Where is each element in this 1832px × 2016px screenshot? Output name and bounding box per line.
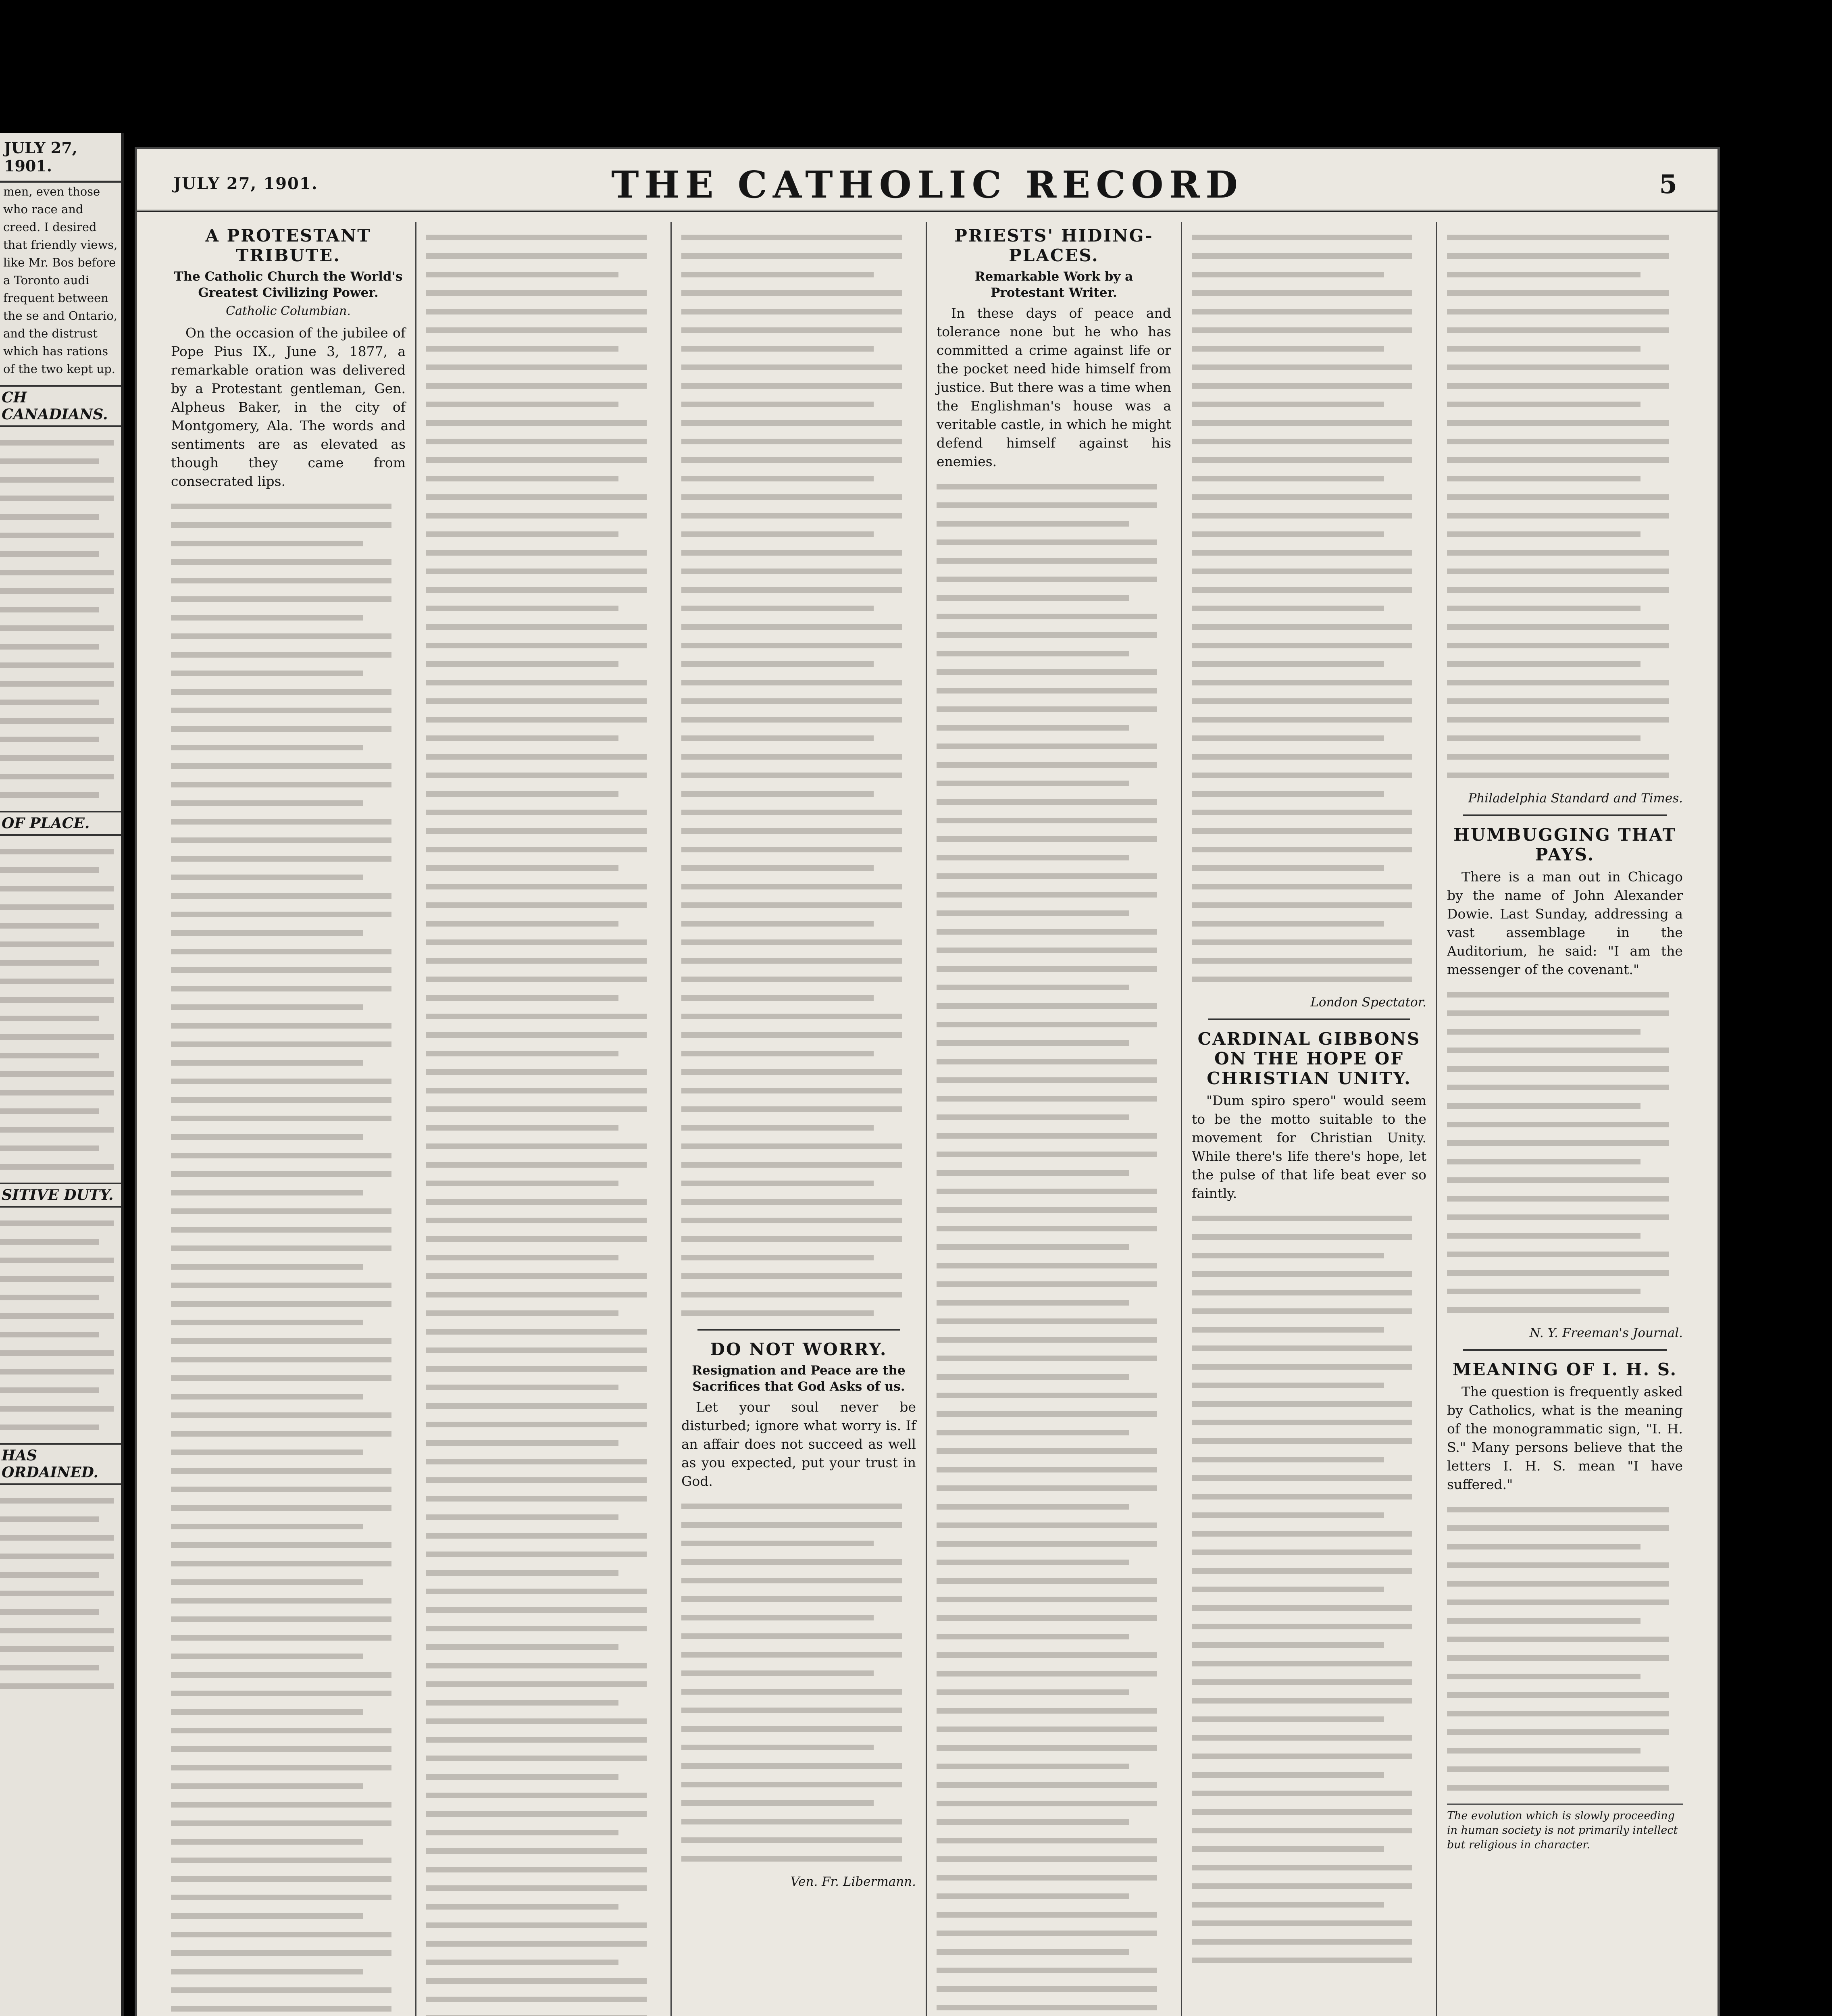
article-headline: A PROTESTANT TRIBUTE. (205, 226, 371, 265)
article-text-lines (1192, 235, 1426, 982)
left-page-text: men, even those who race and creed. I desired that friendly views, like Mr. Bos before a Toronto audi frequent between the se and Ontario, and the distrust which has rations of the two kept up. (3, 185, 118, 376)
article-text-lines (1447, 235, 1683, 778)
article-text-lines (426, 235, 661, 2016)
left-heading: SITIVE DUTY. (0, 1183, 121, 1208)
article-body: The question is frequently asked by Catholics, what is the meaning of the monogrammatic sign, "I. H. S." Many persons believe that the letters I. H. S. mean "I have suffered." (1447, 1384, 1683, 1492)
left-heading: CH CANADIANS. (0, 385, 121, 427)
article-body: Let your soul never be disturbed; ignore what worry is. If an affair does not succeed as well as you expected, put your trust in God. (681, 1399, 916, 1489)
article-divider (697, 1329, 900, 1331)
left-page-fragment (0, 133, 124, 2016)
article-divider (1208, 1018, 1410, 1020)
article-text-lines (1192, 1216, 1426, 1963)
masthead (137, 149, 1718, 212)
article-body: On the occasion of the jubilee of Pope Pius IX., June 3, 1877, a remarkable oration was delivered by a Protestant gentleman, Gen. Alpheus Baker, in the city of Montgomery, Ala. The words and sentiments are as elevated as though they came from consecrated lips. (171, 325, 406, 489)
column-2 (416, 222, 672, 2016)
article-subhead: Remarkable Work by a Protestant Writer. (974, 269, 1133, 300)
article-text-lines (1447, 992, 1683, 1313)
article-signature: N. Y. Freeman's Journal. (1529, 1326, 1683, 1340)
column-1 (161, 222, 416, 2016)
article-signature: London Spectator. (1310, 995, 1426, 1010)
column-5 (1182, 222, 1437, 2016)
column-4 (927, 222, 1182, 2016)
article-divider (1463, 1349, 1667, 1351)
article-text-lines (681, 235, 916, 1316)
article-source: Catholic Columbian. (226, 304, 351, 318)
article-body: In these days of peace and tolerance none but he who has committed a crime against life or the pocket need hide himself from justice. But there was a time when the Englishman's house was a veritable castle, in which he might defend himself against his enemies. (937, 305, 1171, 469)
left-heading: HAS ORDAINED. (0, 1443, 121, 1485)
article-headline: PRIESTS' HIDING-PLACES. (954, 226, 1153, 265)
left-page-date: JULY 27, 1901. (0, 133, 121, 183)
column-6 (1437, 222, 1693, 2016)
article-subhead: The Catholic Church the World's Greatest Civilizing Power. (174, 269, 403, 300)
article-text-lines (171, 504, 406, 2016)
article-headline: MEANING OF I. H. S. (1452, 1360, 1678, 1379)
footnote: The evolution which is slowly proceeding in human society is not primarily intellect but religious in character. (1447, 1804, 1683, 1852)
article-headline: HUMBUGGING THAT PAYS. (1453, 825, 1676, 864)
newspaper-title: THE CATHOLIC RECORD (611, 163, 1243, 206)
page-number: 5 (1659, 169, 1677, 200)
article-headline: CARDINAL GIBBONS ON THE HOPE OF CHRISTIAN UNITY. (1197, 1029, 1421, 1088)
newspaper-page (137, 149, 1718, 2016)
article-text-lines (681, 1504, 916, 1862)
article-body: "Dum spiro spero" would seem to be the motto suitable to the movement for Christian Unity. While there's life there's hope, let the pulse of that life beat ever so faintly. (1192, 1093, 1426, 1201)
left-heading: OF PLACE. (0, 811, 121, 836)
article-headline: DO NOT WORRY. (710, 1339, 887, 1359)
article-columns (161, 222, 1693, 2016)
article-text-lines (937, 484, 1171, 2016)
article-body: There is a man out in Chicago by the name of John Alexander Dowie. Last Sunday, addressing a vast assemblage in the Auditorium, he said: "I am the messenger of the covenant." (1447, 869, 1683, 977)
column-3 (672, 222, 927, 2016)
article-signature: Ven. Fr. Libermann. (790, 1874, 916, 1889)
article-subhead: Resignation and Peace are the Sacrifices that God Asks of us. (692, 1363, 906, 1394)
article-text-lines (1447, 1507, 1683, 1791)
article-signature: Philadelphia Standard and Times. (1468, 791, 1683, 806)
article-divider (1463, 814, 1667, 816)
issue-date: JULY 27, 1901. (173, 174, 318, 193)
